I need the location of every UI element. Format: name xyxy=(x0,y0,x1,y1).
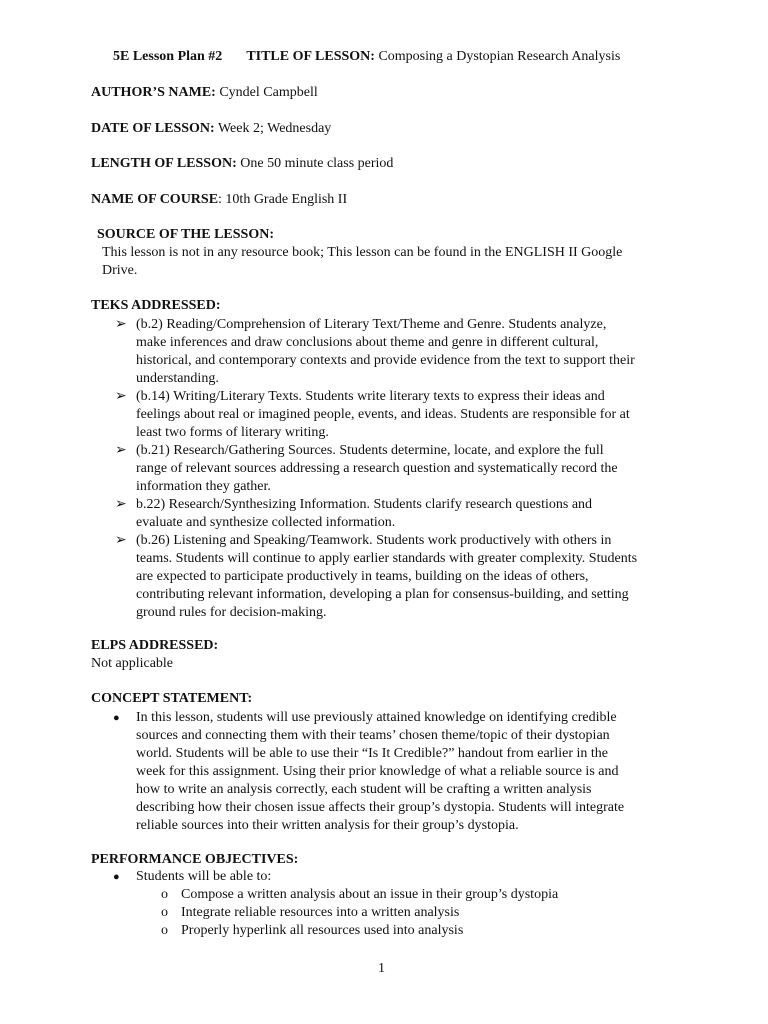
date-label: DATE OF LESSON: xyxy=(91,121,215,136)
dot-bullet-icon: ● xyxy=(113,712,120,724)
length-label: LENGTH OF LESSON: xyxy=(91,156,237,171)
concept-list xyxy=(113,709,696,835)
elps-value: Not applicable xyxy=(91,656,174,671)
course-value: : 10th Grade English II xyxy=(218,192,348,207)
objectives-heading: PERFORMANCE OBJECTIVES: xyxy=(91,852,299,867)
objectives-lead: Students will be able to: xyxy=(136,869,272,884)
course-field xyxy=(91,191,347,209)
circle-bullet-icon: o xyxy=(161,905,168,920)
objectives-list xyxy=(113,868,696,886)
teks-item: ➢ (b.14) Writing/Literary Texts. Students write literary texts to express their ideas and feelings about real or imagined people, events, and ideas. Students are responsible for at least two forms of literary writing. xyxy=(115,389,630,440)
date-field xyxy=(91,120,331,138)
source-heading: SOURCE OF THE LESSON: xyxy=(97,227,274,242)
author-field xyxy=(91,84,318,102)
objectives-sublist xyxy=(161,886,701,940)
author-value: Cyndel Campbell xyxy=(215,85,318,100)
dot-bullet-icon: ● xyxy=(113,871,120,883)
objective-item: o Integrate reliable resources into a written analysis xyxy=(161,905,460,920)
teks-list xyxy=(115,316,696,622)
circle-bullet-icon: o xyxy=(161,887,168,902)
teks-heading: TEKS ADDRESSED: xyxy=(91,298,221,313)
elps-heading: ELPS ADDRESSED: xyxy=(91,638,219,653)
page-number: 1 xyxy=(378,961,385,976)
length-value: One 50 minute class period xyxy=(236,156,394,171)
source-text-line: This lesson is not in any resource book; This lesson can be found in the ENGLISH II Google xyxy=(102,245,623,260)
arrow-bullet-icon: ➢ xyxy=(115,317,127,332)
teks-item: ➢ (b.21) Research/Gathering Sources. Students determine, locate, and explore the full range of relevant sources addressing a research question and systematically record the information they gather. xyxy=(115,443,618,494)
concept-heading: CONCEPT STATEMENT: xyxy=(91,691,253,706)
teks-item: ➢ (b.26) Listening and Speaking/Teamwork. Students work productively with others in teams. Students will continue to apply earlier standards with greater complexity. Students are expected to participate productively in teams, building on the ideas of others, contributing relevant information, developing a plan for consensus-building, and setting ground rules for decision-making. xyxy=(115,533,638,620)
arrow-bullet-icon: ➢ xyxy=(115,533,127,548)
circle-bullet-icon: o xyxy=(161,923,168,938)
length-field xyxy=(91,155,393,173)
title-label: TITLE OF LESSON: xyxy=(246,49,375,64)
arrow-bullet-icon: ➢ xyxy=(115,389,127,404)
title-value: Composing a Dystopian Research Analysis xyxy=(374,49,621,64)
teks-item: ➢ (b.2) Reading/Comprehension of Literary Text/Theme and Genre. Students analyze, make inferences and draw conclusions about theme and genre in different cultural, historical, and contemporary contexts and provide evidence from the text to support their understanding. xyxy=(115,317,635,386)
lesson-header xyxy=(113,48,620,66)
arrow-bullet-icon: ➢ xyxy=(115,497,127,512)
course-label: NAME OF COURSE xyxy=(91,192,219,207)
objectives-lead-item xyxy=(113,868,696,886)
teks-item: ➢ b.22) Research/Synthesizing Information. Students clarify research questions and evaluate and synthesize collected information. xyxy=(115,497,593,530)
concept-item: ● In this lesson, students will use previously attained knowledge on identifying credible sources and connecting them with their teams’ chosen theme/topic of their dystopian world. Students will be able to use their “Is It Credible?” handout from earlier in the week for this assignment. Using their prior knowledge of what a reliable source is and how to write an analysis correctly, each student will be crafting a written analysis describing how their chosen issue affects their group’s dystopia. Students will integrate reliable sources into their written analysis for their group’s dystopia. xyxy=(113,710,625,833)
source-text-line: Drive. xyxy=(102,263,138,278)
plan-label: 5E Lesson Plan #2 xyxy=(113,49,223,64)
author-label: AUTHOR’S NAME: xyxy=(91,85,216,100)
date-value: Week 2; Wednesday xyxy=(214,121,332,136)
objective-item: o Compose a written analysis about an issue in their group’s dystopia xyxy=(161,887,559,902)
arrow-bullet-icon: ➢ xyxy=(115,443,127,458)
objective-item: o Properly hyperlink all resources used into analysis xyxy=(161,923,464,938)
